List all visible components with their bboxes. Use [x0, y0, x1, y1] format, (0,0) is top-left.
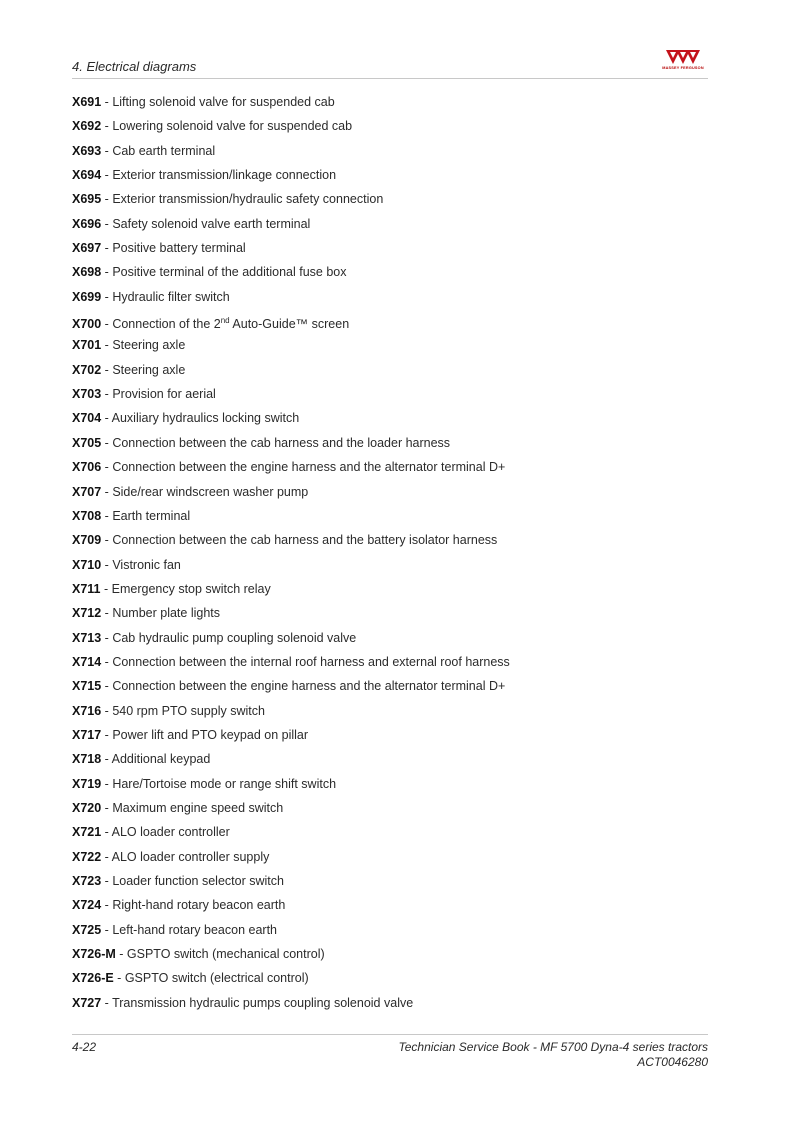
connector-entry [72, 601, 708, 625]
connector-entry [72, 431, 708, 455]
connector-entry [72, 553, 708, 577]
connector-entry [72, 333, 708, 357]
connector-code: X722 [72, 849, 102, 864]
connector-description: Hydraulic filter switch [112, 289, 230, 304]
connector-entry [72, 820, 708, 844]
connector-entry [72, 285, 708, 309]
entry-separator: - [101, 338, 113, 353]
entry-separator: - [101, 484, 113, 499]
connector-description: Connection between the engine harness and the alternator terminal D+ [112, 460, 506, 475]
document-reference: ACT0046280 [637, 1055, 708, 1069]
connector-entry [72, 212, 708, 236]
book-title: Technician Service Book - MF 5700 Dyna-4 series tractors [398, 1040, 708, 1054]
entry-separator: - [101, 703, 113, 718]
connector-entry [72, 918, 708, 942]
connector-code: X707 [72, 484, 102, 499]
connector-description: GSPTO switch (mechanical control) [126, 947, 325, 962]
connector-description: Cab earth terminal [112, 143, 216, 158]
connector-code: X710 [72, 557, 102, 572]
connector-description [112, 317, 349, 331]
connector-list [72, 90, 708, 1015]
connector-description: Maximum engine speed switch [112, 800, 284, 815]
connector-code: X712 [72, 606, 102, 621]
connector-code: X703 [72, 387, 102, 402]
footer-rule [72, 1034, 708, 1035]
connector-entry [72, 358, 708, 382]
connector-code: X702 [72, 362, 102, 377]
connector-description: Auxiliary hydraulics locking switch [111, 411, 300, 426]
connector-description: ALO loader controller [111, 825, 230, 840]
connector-code: X724 [72, 898, 102, 913]
connector-description: Connection between the cab harness and the battery isolator harness [112, 533, 498, 548]
connector-description: Hare/Tortoise mode or range shift switch [112, 776, 337, 791]
connector-entry [72, 650, 708, 674]
connector-entry [72, 626, 708, 650]
connector-code: X721 [72, 825, 102, 840]
connector-description: Connection between the engine harness and the alternator terminal D+ [112, 679, 506, 694]
connector-description: Exterior transmission/hydraulic safety connection [112, 192, 384, 207]
entry-separator: - [100, 581, 112, 596]
connector-code: X715 [72, 679, 102, 694]
entry-separator: - [101, 898, 113, 913]
connector-code: X696 [72, 216, 102, 231]
description-text: Auto-Guide™ screen [229, 317, 350, 332]
connector-entry [72, 577, 708, 601]
connector-entry [72, 309, 708, 333]
connector-description: Number plate lights [112, 606, 221, 621]
connector-code: X718 [72, 752, 102, 767]
entry-separator: - [101, 557, 113, 572]
connector-entry [72, 772, 708, 796]
entry-separator: - [101, 192, 113, 207]
ordinal-superscript: nd [220, 316, 230, 326]
connector-description: Emergency stop switch relay [111, 581, 271, 596]
connector-description: ALO loader controller supply [111, 849, 270, 864]
entry-separator: - [101, 411, 112, 426]
connector-description: Transmission hydraulic pumps coupling solenoid valve [112, 995, 414, 1010]
entry-separator: - [101, 679, 113, 694]
connector-entry [72, 796, 708, 820]
connector-code: X723 [72, 874, 102, 888]
connector-description: Cab hydraulic pump coupling solenoid valve [112, 630, 357, 645]
connector-entry [72, 114, 708, 138]
connector-code: X700 [72, 317, 102, 332]
connector-code: X720 [72, 800, 102, 815]
logo-wordmark: MASSEY FERGUSON [662, 66, 704, 70]
connector-code: X716 [72, 703, 102, 718]
connector-entry [72, 699, 708, 723]
connector-entry [72, 504, 708, 528]
entry-separator: - [101, 752, 112, 767]
connector-code: X691 [72, 95, 102, 109]
entry-separator: - [101, 216, 113, 231]
connector-code: X714 [72, 654, 102, 669]
connector-entry [72, 382, 708, 406]
entry-separator: - [101, 508, 113, 523]
connector-description: Exterior transmission/linkage connection [112, 168, 337, 183]
entry-separator: - [101, 849, 112, 864]
connector-code: X701 [72, 338, 102, 353]
connector-description: Positive battery terminal [112, 241, 246, 256]
entry-separator: - [101, 800, 113, 815]
page-header [72, 56, 708, 78]
connector-entry [72, 455, 708, 479]
connector-description: Side/rear windscreen washer pump [112, 484, 309, 499]
entry-separator: - [101, 776, 113, 791]
connector-description: Left-hand rotary beacon earth [112, 922, 278, 937]
entry-separator: - [101, 289, 113, 304]
connector-code: X725 [72, 922, 102, 937]
entry-separator: - [115, 947, 127, 962]
entry-separator: - [101, 533, 113, 548]
connector-code: X692 [72, 119, 102, 134]
connector-entry [72, 90, 708, 114]
entry-separator: - [101, 362, 113, 377]
connector-description: Vistronic fan [112, 557, 181, 572]
entry-separator: - [101, 825, 112, 840]
entry-separator: - [101, 630, 113, 645]
entry-separator: - [101, 317, 113, 332]
section-title: 4. Electrical diagrams [72, 59, 197, 74]
connector-entry [72, 163, 708, 187]
connector-entry [72, 845, 708, 869]
entry-separator: - [101, 727, 113, 742]
entry-separator: - [101, 606, 113, 621]
connector-description: Connection between the internal roof harness and external roof harness [112, 654, 510, 669]
connector-description: GSPTO switch (electrical control) [124, 971, 309, 986]
massey-ferguson-logo [658, 48, 708, 74]
connector-description: Connection between the cab harness and the loader harness [112, 435, 451, 450]
connector-entry [72, 723, 708, 747]
connector-code: X711 [72, 581, 101, 596]
connector-description: Lifting solenoid valve for suspended cab [112, 95, 335, 109]
entry-separator: - [101, 922, 113, 937]
connector-code: X694 [72, 168, 102, 183]
connector-code: X693 [72, 143, 102, 158]
connector-entry [72, 991, 708, 1015]
entry-separator: - [101, 265, 113, 280]
connector-description: Earth terminal [112, 508, 191, 523]
entry-separator: - [101, 460, 113, 475]
connector-entry [72, 869, 708, 893]
connector-entry [72, 260, 708, 284]
connector-entry [72, 236, 708, 260]
connector-entry [72, 139, 708, 163]
entry-separator: - [113, 971, 125, 986]
connector-entry [72, 187, 708, 211]
connector-code: X726-E [72, 971, 114, 986]
connector-entry [72, 966, 708, 990]
entry-separator: - [101, 874, 113, 888]
connector-code: X699 [72, 289, 102, 304]
connector-code: X705 [72, 435, 102, 450]
entry-separator: - [101, 168, 113, 183]
connector-entry [72, 942, 708, 966]
entry-separator: - [101, 995, 113, 1010]
connector-description: Safety solenoid valve earth terminal [112, 216, 311, 231]
entry-separator: - [101, 119, 113, 134]
header-rule [72, 78, 708, 79]
connector-description: Positive terminal of the additional fuse box [112, 265, 347, 280]
entry-separator: - [101, 95, 113, 109]
connector-code: X727 [72, 995, 102, 1010]
connector-entry [72, 528, 708, 552]
connector-entry [72, 406, 708, 430]
connector-description: Additional keypad [111, 752, 211, 767]
connector-code: X697 [72, 241, 102, 256]
page-number: 4-22 [72, 1040, 97, 1054]
description-text: Connection of the 2 [112, 317, 221, 332]
connector-code: X717 [72, 727, 102, 742]
entry-separator: - [101, 143, 113, 158]
entry-separator: - [101, 435, 113, 450]
connector-code: X698 [72, 265, 102, 280]
connector-description: 540 rpm PTO supply switch [112, 703, 265, 718]
connector-description: Loader function selector switch [112, 874, 284, 888]
entry-separator: - [101, 654, 113, 669]
connector-code: X695 [72, 192, 102, 207]
connector-description: Lowering solenoid valve for suspended cab [112, 119, 353, 134]
connector-code: X719 [72, 776, 102, 791]
connector-code: X726-M [72, 947, 116, 962]
connector-code: X706 [72, 460, 102, 475]
connector-code: X709 [72, 533, 102, 548]
connector-entry [72, 893, 708, 917]
connector-code: X713 [72, 630, 102, 645]
connector-description: Right-hand rotary beacon earth [112, 898, 286, 913]
entry-separator: - [101, 387, 113, 402]
connector-code: X708 [72, 508, 102, 523]
connector-entry [72, 480, 708, 504]
connector-code: X704 [72, 411, 102, 426]
page-footer [72, 1038, 708, 1074]
triple-triangle-icon [658, 48, 708, 66]
connector-description: Power lift and PTO keypad on pillar [112, 727, 309, 742]
connector-entry [72, 747, 708, 771]
entry-separator: - [101, 241, 113, 256]
connector-description: Provision for aerial [112, 387, 216, 402]
connector-description: Steering axle [112, 338, 186, 353]
connector-description: Steering axle [112, 362, 186, 377]
connector-entry [72, 674, 708, 698]
